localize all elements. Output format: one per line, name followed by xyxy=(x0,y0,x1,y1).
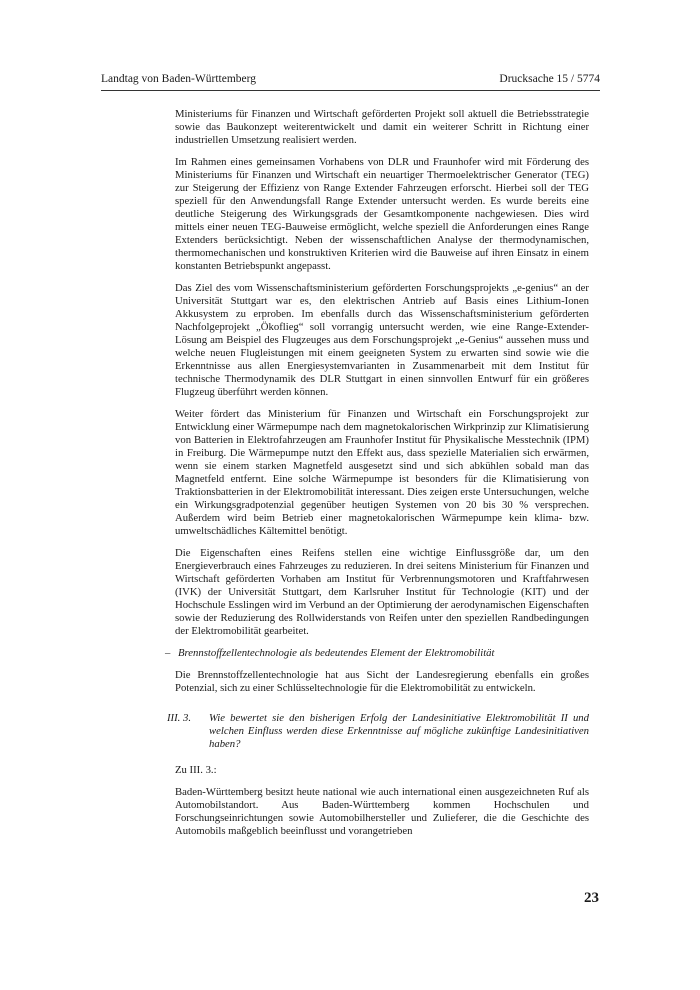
body-paragraph: Die Eigenschaften eines Reifens stellen eine wichtige Einflussgröße dar, um den Energieverbrauch eines Fahrzeuges zu reduzieren. In drei seitens Ministerium für Finanzen und Wirtschaft geförderten Vorhaben am Institut für Verbrennungsmotoren und Kraftfahrwesen (IVK) der Universität Stuttgart, dem Karlsruher Institut für Technologie (KIT) und der Hochschule Esslingen wird im Verbund an der Optimierung der aerodynamischen Eigenschaften sowie der Reduzierung des Rollwiderstands von Reifen unter den speziellen Randbedingungen der Elektromobilität gearbeitet. xyxy=(175,547,589,637)
body-paragraph: Das Ziel des vom Wissenschaftsministerium geförderten Forschungsprojekts „e-genius“ an der Universität Stuttgart war es, den elektrischen Antrieb auf Basis eines Lithium-Ionen Akkusystem zu erproben. Im ebenfalls durch das Wissenschaftsministerium geförderten Nachfolgeprojekt „Ökoflieg“ soll vorrangig untersucht werden, wie eine Range-Extender-Lösung am Beispiel des Flugzeuges aus dem Forschungsprojekt „e-Genius“ aussehen muss und welche neuen Flugleistungen mit einem geeigneten System zu erwarten sind sowie wie die Erkenntnisse aus allen Energiesystemvarianten in Zusammenarbeit mit dem Institut für technische Thermodynamik des DLR Stuttgart in einen sinnvollen Entwurf für ein größeres Flugzeug überführt werden können. xyxy=(175,282,589,398)
body-paragraph: Ministeriums für Finanzen und Wirtschaft geförderten Projekt soll aktuell die Betriebsstrategie sowie das Baukonzept weiterentwickelt und damit ein weiterer Schritt in Richtung einer industriellen Umsetzung realisiert werden. xyxy=(175,108,589,146)
bullet-heading-text: Brennstoffzellentechnologie als bedeutendes Element der Elektromobilität xyxy=(178,647,495,659)
bullet-paragraph: Die Brennstoffzellentechnologie hat aus Sicht der Landesregierung ebenfalls ein großes Potenzial, sich zu einer Schlüsseltechnologie für die Elektromobilität zu entwickeln. xyxy=(175,669,589,694)
body-paragraph: Weiter fördert das Ministerium für Finanzen und Wirtschaft ein Forschungsprojekt zur Entwicklung einer Wärmepumpe nach dem magnetokalorischen Wirkprinzip zur Klimatisierung von Batterien in Elektrofahrzeugen am Fraunhofer Institut für Physikalische Messtechnik (IPM) in Freiburg. Die Wärmepumpe nutzt den Effekt aus, dass spezielle Materialien sich erwärmen, wenn sie einem starken Magnetfeld ausgesetzt sind und sich abkühlen sobald man das Magnetfeld entfernt. Eine solche Wärmepumpe ist besonders für die Klimatisierung von Traktionsbatterien in der Elektromobilität interessant. Dies zeigen erste Untersuchungen, welche ein Wirkungsgradpotenzial gegenüber heutigen Systemen von 20 bis 30 % versprechen. Außerdem wird beim Betrieb einer magnetokalorischen Wärmepumpe kein klima- bzw. umweltschädliches Kältemittel benötigt. xyxy=(175,408,589,537)
bullet-dash: – xyxy=(165,647,171,659)
bullet-heading xyxy=(165,647,589,660)
question-block xyxy=(167,712,589,751)
answer-paragraph: Baden-Württemberg besitzt heute national wie auch international einen ausgezeichneten Ruf als Automobilstandort. Aus Baden-Württemberg kommen Hochschulen und Forschungseinrichtungen sowie Automobilhersteller und Zulieferer, die die Geschichte des Automobils maßgeblich beeinflusst und vorangetrieben xyxy=(175,786,589,837)
page-number: 23 xyxy=(584,890,599,906)
question-text: Wie bewertet sie den bisherigen Erfolg der Landesinitiative Elektromobilität II und welchen Einfluss werden diese Erkenntnisse auf mögliche zukünftige Landesinitiativen haben? xyxy=(209,712,589,750)
body-paragraph: Im Rahmen eines gemeinsamen Vorhabens von DLR und Fraunhofer wird mit Förderung des Ministeriums für Finanzen und Wirtschaft ein neuartiger Thermoelektrischer Generator (TEG) zur Steigerung der Effizienz von Range Extender Fahrzeugen erforscht. Hierbei soll der TEG speziell für den Anwendungsfall Range Extender untersucht werden. Es wurde bereits eine deutliche Steigerung des Wirkungsgrads der Gesamtkomponente nachgewiesen. Dies wird mittels einer neuen TEG-Bauweise ermöglicht, welche speziell die Anforderungen eines Range Extenders berücksichtigt. Neben der wissenschaftlichen Analyse der thermodynamischen, thermomechanischen und konstruktiven Kriterien wird die Bauweise auf ihren Einsatz in einem konstanten Betriebspunkt angepasst. xyxy=(175,156,589,272)
header-parliament-name: Landtag von Baden-Württemberg xyxy=(101,73,256,85)
question-number: III. 3. xyxy=(167,712,192,724)
header-document-number: Drucksache 15 / 5774 xyxy=(499,73,600,85)
answer-heading: Zu III. 3.: xyxy=(175,764,217,776)
page-header xyxy=(101,70,600,91)
document-body xyxy=(165,108,589,847)
